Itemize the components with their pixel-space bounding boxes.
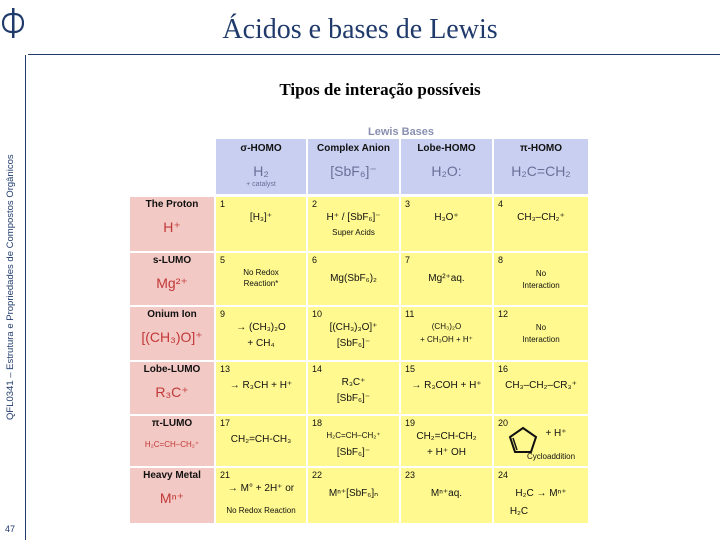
table-cell-23 xyxy=(401,468,492,523)
cell-line-1: Mⁿ⁺[SbF₆]ₙ xyxy=(328,488,379,499)
table-cell-9 xyxy=(216,307,306,360)
table-cell-7 xyxy=(401,253,492,305)
row-header-label: π-LUMO xyxy=(151,418,193,429)
column-header-formula: [SbF₆]⁻ xyxy=(330,163,377,179)
row-header-label: Lobe-LUMO xyxy=(143,364,201,375)
cell-line-1: No xyxy=(535,323,547,332)
cell-line-1: H₂C=CH–CH₂⁺ xyxy=(326,431,381,440)
table-cell-22 xyxy=(308,468,399,523)
cell-number: 23 xyxy=(405,470,416,480)
cell-number: 15 xyxy=(405,364,416,374)
cell-line-1: → (CH₃)₂O xyxy=(236,322,286,333)
cell-line-1: CH₂=CH-CH₃ xyxy=(230,434,292,445)
table-cell-12 xyxy=(494,307,588,360)
cell-number: 9 xyxy=(220,309,226,319)
cell-line-1: CH₂=CH-CH₂ xyxy=(416,431,477,442)
cell-line-2: No Redox Reaction xyxy=(226,506,296,515)
cell-line-1: → R₃CH + H⁺ xyxy=(229,380,293,391)
cell-line-1: → M° + 2H⁺ or xyxy=(227,483,295,494)
lewis-interaction-table xyxy=(130,139,588,523)
cell-line-1: Mg²⁺aq. xyxy=(428,273,465,284)
cell-number: 7 xyxy=(405,255,411,265)
table-cell-13 xyxy=(216,362,306,414)
column-header-label: π-HOMO xyxy=(519,143,563,154)
row-header-pi-lumo xyxy=(130,416,214,466)
cell-line-2: + CH₃OH + H⁺ xyxy=(420,335,473,344)
cell-line-2: [SbF₆]⁻ xyxy=(336,338,371,349)
table-cell-4 xyxy=(494,197,588,251)
row-header-formula: H₂C=CH–CH₂⁺ xyxy=(144,440,200,449)
row-header-lobe-lumo xyxy=(130,362,214,414)
table-cell-2 xyxy=(308,197,399,251)
cell-line-2: [SbF₆]⁻ xyxy=(336,447,371,458)
cell-line-1: [(CH₃)₃O]⁺ xyxy=(329,322,378,333)
course-vertical-label: QFL0341 – Estrutura e Propriedades de Compostos Orgânicos xyxy=(5,154,16,420)
cell-line-2: Interaction xyxy=(522,281,560,290)
row-header-label: s-LUMO xyxy=(152,255,192,266)
cell-line-2: Interaction xyxy=(522,335,560,344)
cell-line-2: H₂C xyxy=(509,506,529,517)
row-header-s-lumo xyxy=(130,253,214,305)
cell-line-2: [SbF₆]⁻ xyxy=(336,393,371,404)
cell-number: 18 xyxy=(312,418,323,428)
table-cell-1 xyxy=(216,197,306,251)
column-header-label: σ-HOMO xyxy=(240,143,282,154)
cell-line-1: No Redox xyxy=(243,268,279,277)
cell-line-1: CH₃–CH₂–CR₃⁺ xyxy=(505,380,577,391)
table-cell-18 xyxy=(308,416,399,466)
cell-line-1: (CH₃)₂O xyxy=(431,322,462,331)
title-rule xyxy=(28,54,720,55)
row-header-formula: R₃C⁺ xyxy=(155,384,189,400)
cell-line-1: Mⁿ⁺aq. xyxy=(430,488,463,499)
slide-title: Ácidos e bases de Lewis xyxy=(222,14,498,45)
table-cell-21 xyxy=(216,468,306,523)
cell-number: 20 xyxy=(498,418,509,428)
table-cell-20 xyxy=(494,416,588,466)
cell-line-1: H⁺ / [SbF₆]⁻ xyxy=(326,212,381,223)
cell-line-1: CH₃–CH₂⁺ xyxy=(517,212,565,223)
table-cell-10 xyxy=(308,307,399,360)
cell-line-1: [H₃]⁺ xyxy=(249,212,273,223)
cell-line-2: + H⁺ OH xyxy=(427,447,466,458)
cell-number: 6 xyxy=(312,255,318,265)
column-header-label: Complex Anion xyxy=(317,143,390,154)
row-header-formula: Mⁿ⁺ xyxy=(159,490,185,506)
cell-number: 24 xyxy=(498,470,509,480)
row-header-proton xyxy=(130,197,214,251)
cell-line-2: Cycloaddition xyxy=(526,452,576,461)
column-header-pi-homo xyxy=(494,139,588,194)
cell-number: 21 xyxy=(220,470,231,480)
cell-line-1: No xyxy=(535,269,547,278)
cell-line-2: Reaction* xyxy=(243,279,279,288)
row-header-formula: H⁺ xyxy=(163,219,181,235)
row-header-heavy-metal xyxy=(130,468,214,523)
table-cell-8 xyxy=(494,253,588,305)
cell-line-1: → R₃COH + H⁺ xyxy=(411,380,482,391)
column-header-formula: H₂ xyxy=(253,163,269,179)
cell-line-1: Mg(SbF₆)₂ xyxy=(330,273,377,284)
row-header-onium-ion xyxy=(130,307,214,360)
row-header-label: The Proton xyxy=(145,199,199,210)
cell-number: 22 xyxy=(312,470,323,480)
table-cell-15 xyxy=(401,362,492,414)
lewis-bases-title: Lewis Bases xyxy=(368,126,435,138)
cell-number: 5 xyxy=(220,255,226,265)
cell-number: 8 xyxy=(498,255,504,265)
table-cell-5 xyxy=(216,253,306,305)
cell-number: 1 xyxy=(220,199,226,209)
cell-number: 4 xyxy=(498,199,504,209)
cell-number: 14 xyxy=(312,364,323,374)
row-header-formula: [(CH₃)O]⁺ xyxy=(141,329,203,345)
slide-subtitle: Tipos de interação possíveis xyxy=(279,80,481,99)
table-cell-24 xyxy=(494,468,588,523)
row-header-formula: Mg²⁺ xyxy=(156,275,188,291)
cell-number: 10 xyxy=(312,309,323,319)
cell-line-1: H₃O⁺ xyxy=(434,212,459,223)
table-cell-16 xyxy=(494,362,588,414)
column-header-lobe-homo xyxy=(401,139,492,194)
cell-line-1: R₃C⁺ xyxy=(341,377,366,388)
cell-line-1: + H⁺ xyxy=(545,428,567,439)
column-header-note: + catalyst xyxy=(246,181,276,188)
table-cell-11 xyxy=(401,307,492,360)
column-header-formula: H₂O: xyxy=(431,163,462,179)
page-number: 47 xyxy=(5,524,16,534)
table-cell-6 xyxy=(308,253,399,305)
table-cell-19 xyxy=(401,416,492,466)
column-header-formula: H₂C=CH₂ xyxy=(511,163,571,179)
cell-number: 13 xyxy=(220,364,231,374)
table-cell-14 xyxy=(308,362,399,414)
cell-line-1: H₂C → Mⁿ⁺ xyxy=(515,488,567,499)
sidebar-divider xyxy=(25,55,26,540)
cell-number: 11 xyxy=(405,309,415,319)
cell-line-2: Super Acids xyxy=(332,228,375,237)
cell-number: 19 xyxy=(405,418,416,428)
cell-number: 3 xyxy=(405,199,411,209)
cell-number: 12 xyxy=(498,309,509,319)
table-cell-17 xyxy=(216,416,306,466)
column-header-complex-anion xyxy=(308,139,399,194)
column-header-label: Lobe-HOMO xyxy=(417,143,476,154)
cell-number: 16 xyxy=(498,364,509,374)
table-cell-3 xyxy=(401,197,492,251)
cell-line-2: + CH₄ xyxy=(247,338,275,349)
row-header-label: Heavy Metal xyxy=(143,470,201,481)
row-header-label: Onium Ion xyxy=(147,309,197,320)
column-header-sigma-homo xyxy=(216,139,306,194)
cell-number: 17 xyxy=(220,418,231,428)
cell-number: 2 xyxy=(312,199,318,209)
